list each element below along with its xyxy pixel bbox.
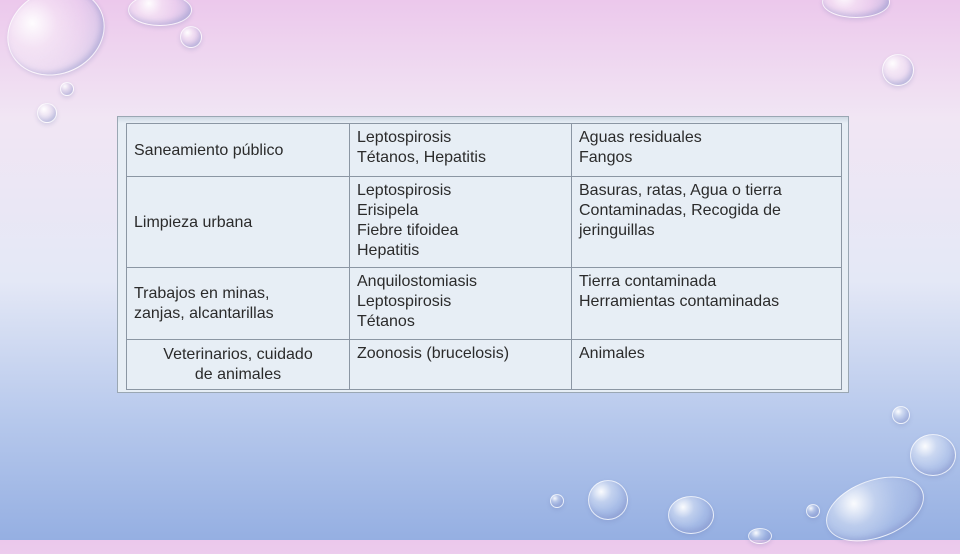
- diseases-cell: [350, 124, 572, 177]
- activity-text: Trabajos en minas,: [134, 285, 270, 302]
- diseases-cell: [350, 268, 572, 340]
- disease-text: Anquilostomiasis: [357, 273, 478, 290]
- activity-cell: [127, 177, 350, 268]
- table-image: [117, 116, 849, 393]
- water-drop-decoration: [128, 0, 192, 26]
- activity-text: zanjas, alcantarillas: [134, 305, 274, 322]
- source-text: Aguas residuales: [579, 129, 702, 146]
- source-text: Basuras, ratas, Agua o tierra: [579, 182, 782, 199]
- water-drop-decoration: [817, 464, 933, 553]
- source-text: jeringuillas: [579, 222, 655, 239]
- water-drop-decoration: [180, 26, 202, 48]
- disease-text: Fiebre tifoidea: [357, 222, 459, 239]
- water-drop-decoration: [588, 480, 628, 520]
- sources-cell: [572, 340, 842, 390]
- water-drop-decoration: [550, 494, 564, 508]
- water-drop-decoration: [910, 434, 956, 476]
- table-row: [127, 124, 842, 177]
- activity-text: Saneamiento público: [134, 141, 284, 159]
- activity-text: Veterinarios, cuidado: [163, 346, 313, 363]
- water-drop-decoration: [806, 504, 820, 518]
- disease-text: Erisipela: [357, 202, 419, 219]
- water-drop-decoration: [668, 496, 714, 534]
- water-drop-decoration: [882, 54, 914, 86]
- occupational-risk-table: [126, 123, 842, 390]
- activity-cell: [127, 340, 350, 390]
- disease-text: Leptospirosis: [357, 182, 452, 199]
- source-text: Herramientas contaminadas: [579, 293, 780, 310]
- water-drop-decoration: [0, 0, 119, 91]
- sources-cell: [572, 177, 842, 268]
- disease-text: Hepatitis: [357, 242, 420, 259]
- sources-cell: [572, 268, 842, 340]
- water-drop-decoration: [892, 406, 910, 424]
- diseases-cell: [350, 340, 572, 390]
- sources-cell: [572, 124, 842, 177]
- disease-text: Leptospirosis: [357, 129, 452, 146]
- activity-text: Limpieza urbana: [134, 213, 253, 231]
- source-text: Fangos: [579, 149, 633, 166]
- diseases-cell: [350, 177, 572, 268]
- disease-text: Zoonosis (brucelosis): [357, 345, 510, 362]
- disease-text: Leptospirosis: [357, 293, 452, 310]
- activity-cell: [127, 124, 350, 177]
- water-drop-decoration: [37, 103, 57, 123]
- activity-text: de animales: [194, 366, 282, 383]
- table-row: [127, 268, 842, 340]
- table-row: [127, 340, 842, 390]
- water-drop-decoration: [60, 82, 74, 96]
- table-row: [127, 177, 842, 268]
- activity-cell: [127, 268, 350, 340]
- source-text: Tierra contaminada: [579, 273, 717, 290]
- water-drop-decoration: [822, 0, 890, 18]
- water-drop-decoration: [748, 528, 772, 544]
- disease-text: Tétanos, Hepatitis: [357, 149, 486, 166]
- source-text: Animales: [579, 345, 645, 362]
- disease-text: Tétanos: [357, 313, 415, 330]
- source-text: Contaminadas, Recogida de: [579, 202, 781, 219]
